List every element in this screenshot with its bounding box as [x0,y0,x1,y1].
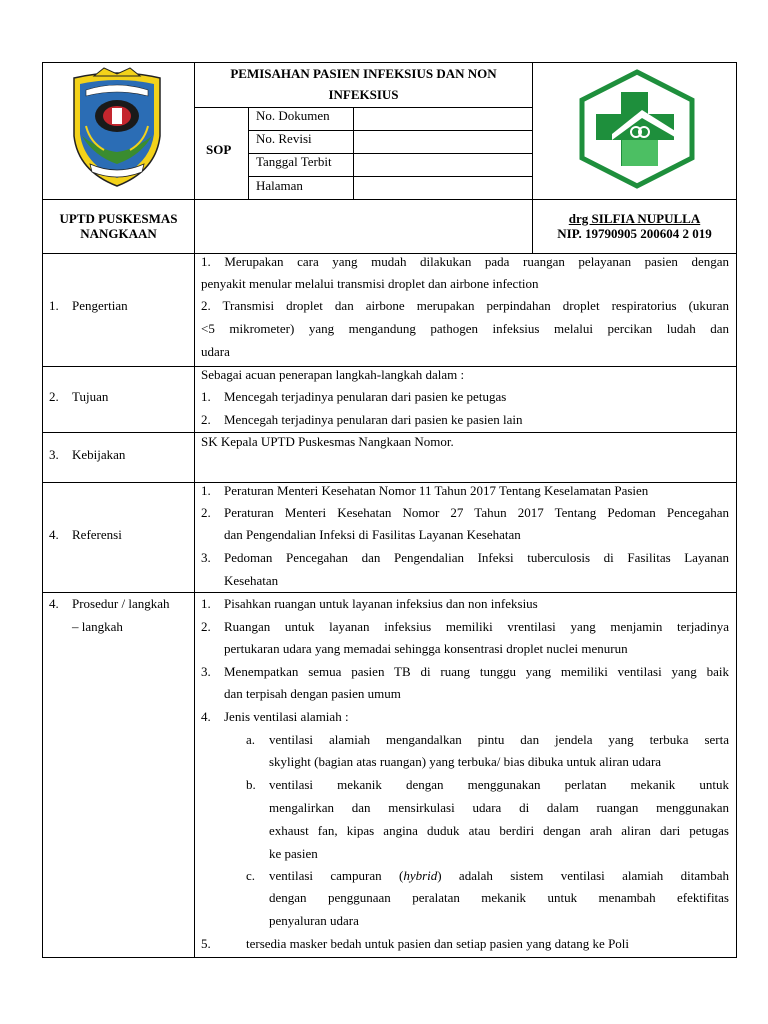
title-line-2: INFEKSIUS [328,87,399,102]
prosedur-subitem: ventilasi mekanik dengan menggunakan perlatan mekanik untuk [269,777,729,792]
doc-field-halaman: Halaman [256,178,303,193]
section-label-pengertian: Pengertian [72,298,128,313]
regional-emblem-logo [64,66,170,190]
kebijakan-text: SK Kepala UPTD Puskesmas Nangkaan Nomor. [201,434,454,449]
prosedur-subitem-hybrid [269,868,729,883]
section-label-prosedur: Prosedur / langkah [72,596,170,611]
section-number: 1. [49,298,59,313]
referensi-item: Pedoman Pencegahan dan Pengendalian Infeksi tuberculosis di Fasilitas Layanan [224,550,729,565]
section-label-prosedur-cont: – langkah [72,619,123,634]
pengertian-line: penyakit menular melalui transmisi droplet dan airbone infection [201,276,539,291]
signer-nip: NIP. 19790905 200604 2 019 [557,226,712,241]
referensi-item: Peraturan Menteri Kesehatan Nomor 27 Tahun 2017 Tentang Pedoman Pencegahan [224,505,729,520]
signer-block [533,211,736,241]
hybrid-term: hybrid [403,868,438,883]
list-number: 2. [201,619,211,634]
doc-field-no-dokumen: No. Dokumen [256,108,330,123]
prosedur-subitem: ventilasi alamiah mengandalkan pintu dan jendela yang terbuka serta [269,732,729,747]
list-number: 3. [201,664,211,679]
referensi-item: dan Pengendalian Infeksi di Fasilitas Layanan Kesehatan [224,527,521,542]
list-number: 2. [201,412,211,427]
prosedur-item: Jenis ventilasi alamiah : [224,709,349,724]
pengertian-line: <5 mikrometer) yang mengandung pathogen infeksius melalui percikan ludah dan [201,321,729,336]
doc-field-tanggal-terbit: Tanggal Terbit [256,154,332,169]
list-number: 1. [201,596,211,611]
sublist-letter: b. [246,777,256,792]
pengertian-line: 1. Merupakan cara yang mudah dilakukan pada ruangan pelayanan pasien dengan [201,254,729,269]
section-number: 4. [49,527,59,542]
prosedur-subitem: penyaluran udara [269,913,359,928]
section-number: 3. [49,447,59,462]
signer-name: drg SILFIA NUPULLA [568,211,701,226]
list-number: 1. [201,389,211,404]
list-number: 3. [201,550,211,565]
list-number: 4. [201,709,211,724]
prosedur-subitem: skylight (bagian atas ruangan) yang terbuka/ bias dibuka untuk aliran udara [269,754,662,769]
doc-field-no-revisi: No. Revisi [256,131,312,146]
prosedur-item: Menempatkan semua pasien TB di ruang tunggu yang memiliki ventilasi yang baik [224,664,729,679]
sop-label: SOP [206,142,232,157]
referensi-item: Peraturan Menteri Kesehatan Nomor 11 Tahun 2017 Tentang Keselamatan Pasien [224,483,649,498]
tujuan-item: Mencegah terjadinya penularan dari pasien ke petugas [224,389,507,404]
sublist-letter: a. [246,732,256,747]
list-number: 2. [201,505,211,520]
prosedur-item: tersedia masker bedah untuk pasien dan setiap pasien yang datang ke Poli [246,936,630,951]
org-line-2: NANGKAAN [80,226,157,241]
prosedur-item: Ruangan untuk layanan infeksius memiliki vrentilasi yang menjamin terjadinya [224,619,729,634]
section-number: 2. [49,389,59,404]
section-label-tujuan: Tujuan [72,389,109,404]
prosedur-subitem: dengan penggunaan peralatan mekanik untuk menambah efektifitas [269,890,729,905]
referensi-item: Kesehatan [224,573,279,588]
title-line-1: PEMISAHAN PASIEN INFEKSIUS DAN NON [230,66,497,81]
section-label-kebijakan: Kebijakan [72,447,126,462]
prosedur-subitem: mengalirkan dan mensirkulasi udara di dalam ruangan menggunakan [269,800,729,815]
organization-name [43,211,194,241]
pengertian-line: 2. Transmisi droplet dan airbone merupakan perpindahan droplet respiratorius (ukuran [201,298,729,313]
prosedur-item: Pisahkan ruangan untuk layanan infeksius dan non infeksius [224,596,538,611]
hybrid-post: ) adalah sistem ventilasi alamiah ditambah [437,868,729,883]
tujuan-intro: Sebagai acuan penerapan langkah-langkah dalam : [201,367,465,382]
section-label-referensi: Referensi [72,527,122,542]
list-number: 5. [201,936,211,951]
section-number: 4. [49,596,59,611]
hybrid-pre: ventilasi campuran ( [269,868,404,883]
document-title [195,63,532,105]
list-number: 1. [201,483,211,498]
sublist-letter: c. [246,868,256,883]
prosedur-subitem: exhaust fan, kipas angina duduk atau berdiri dengan arah aliran dari petugas [269,823,729,838]
prosedur-item: dan terpisah dengan pasien umum [224,686,401,701]
org-line-1: UPTD PUSKESMAS [59,211,178,226]
puskesmas-logo [576,68,698,190]
prosedur-subitem: ke pasien [269,846,318,861]
prosedur-item: pertukaran udara yang memadai sehingga konsentrasi droplet nuclei menurun [224,641,628,656]
pengertian-line: udara [201,344,230,359]
tujuan-item: Mencegah terjadinya penularan dari pasien ke pasien lain [224,412,523,427]
